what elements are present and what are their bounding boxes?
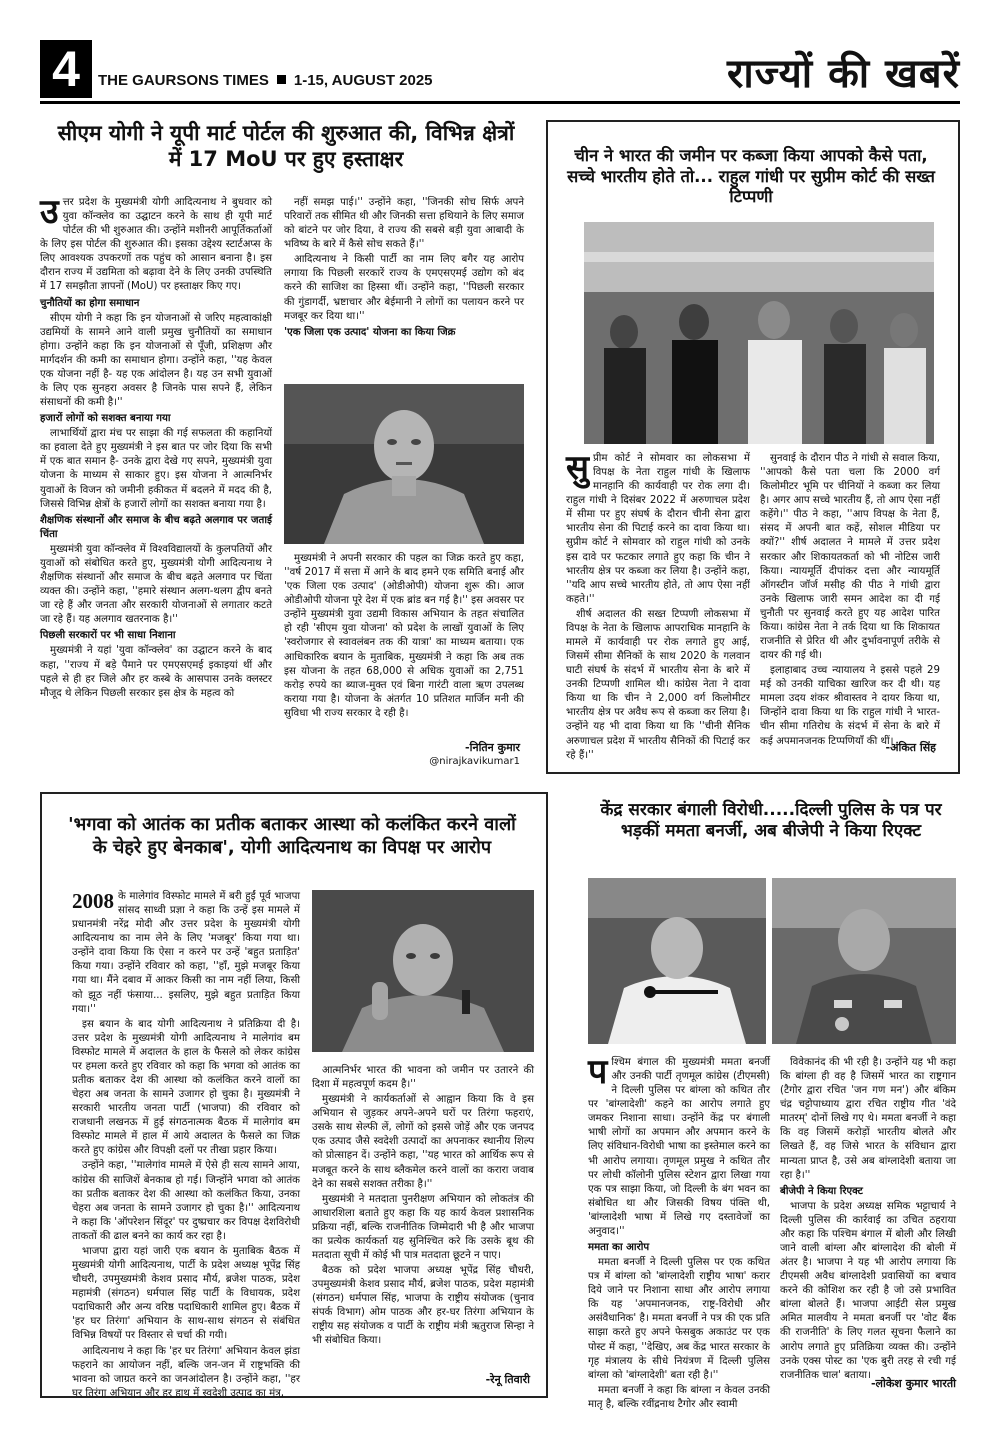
paragraph: शीर्ष अदालत की सख्त टिप्पणी लोकसभा में विपक्ष के नेता के खिलाफ आपराधिक मानहानि के मामले में कार्यवाही पर रोक लगाते हुए आई, जिसमें सीमा सैनिकों के साथ 2020 के गलवान घाटी संघर्ष के संदर्भ में भारतीय सेना के बारे में उनकी टिप्पणी शामिल थी। कांग्रेस नेता ने दावा किया था कि चीन ने 2,000 वर्ग किलोमीटर भारतीय क्षेत्र पर अवैध रूप से कब्जा कर लिया है। उन्होंने यह भी दावा किया था कि ''चीनी सैनिक अरुणाचल प्रदेश में भारतीय सैनिकों की पिटाई कर रहे हैं।'' bbox=[566, 608, 750, 761]
paragraph: इस बयान के बाद योगी आदित्यनाथ ने प्रतिक्रिया दी है। उत्तर प्रदेश के मुख्यमंत्री योगी आदित्यनाथ ने मालेगांव बम विस्फोट मामले में अदालत के हाल के फैसले को लेकर कांग्रेस पर हमला करते हुए रविवार को कहा कि भगवा को आतंक का प्रतीक बताकर देश की आस्था को कलंकित करने वालों का चेहरा अब जनता के सामने उजागर हो चुका है। मुख्यमंत्री ने सरकारी भारतीय जनता पार्टी (भाजपा) की रविवार को राजधानी लखनऊ में हुई संगठनात्मक बैठक में मालेगांव बम विस्फोट मामले में हाल में आये अदालत के फैसले का जिक्र करते हुए कांग्रेस और विपक्षी दलों पर तीखा प्रहार किया। bbox=[72, 1018, 300, 1157]
article3-col1-text bbox=[72, 890, 300, 1401]
paragraph: मुख्यमंत्री ने कार्यकर्ताओं से आह्वान किया कि वे इस अभियान से जुड़कर अपने-अपने घरों पर तिरंगा फहराएं, उसके साथ सेल्फी लें, लोगों को इससे जोड़ें और एक जनपद एक उत्पाद जैसे स्वदेशी उत्पादों का अपनाकर स्थानीय शिल्प को प्रोत्साहन दें। उन्होंने कहा, ''यह भारत को आर्थिक रूप से मजबूत करने के साथ ब्लैकमेल करने वालों का करारा जवाब देने का सबसे सशक्त तरीका है।'' bbox=[312, 1094, 534, 1190]
paragraph: मुख्यमंत्री ने मतदाता पुनरीक्षण अभियान को लोकतंत्र की आधारशिला बताते हुए कहा कि यह कार्य केवल प्रशासनिक प्रक्रिया नहीं, बल्कि राजनीतिक जिम्मेदारी भी है और भाजपा का प्रत्येक कार्यकर्ता यह सुनिश्चित करे कि उसके बूथ की मतदाता सूची में कोई भी पात्र मतदाता छूटने न पाए। bbox=[312, 1193, 534, 1262]
paragraph: आदित्यनाथ ने कहा कि 'हर घर तिरंगा' अभियान केवल झंडा फहराने का आयोजन नहीं, बल्कि जन-जन में राष्ट्रभक्ति की भावना को जाग्रत करने का जनआंदोलन है। उन्होंने कहा, ''हर घर तिरंगा अभियान और हर हाथ में स्वदेशी उत्पाद का मंत्र, bbox=[72, 1345, 300, 1399]
paragraph: मुख्यमंत्री युवा कॉन्क्लेव में विश्वविद्यालयों के कुलपतियों और युवाओं को संबोधित करते हुए, मुख्यमंत्री योगी आदित्यनाथ ने शैक्षणिक संस्थानों और समाज के बीच बढ़ते अलगाव पर चिंता व्यक्त की। उन्होंने कहा, ''हमारे संस्थान अलग-थलग द्वीप बनते जा रहे हैं और जनता और सरकारी योजनाओं से लगातार कटते जा रहे हैं। यह अलगाव खतरनाक है।'' bbox=[40, 543, 272, 626]
article2-byline: -अंकित सिंह bbox=[885, 741, 936, 754]
publication-name: THE GAURSONS TIMES bbox=[98, 72, 269, 89]
paragraph: मुख्यमंत्री ने अपनी सरकार की पहल का जिक्र करते हुए कहा, ''वर्ष 2017 में सत्ता में आने के बाद हमने एक समिति बनाई और 'एक जिला एक उत्पाद' (ओडीओपी) योजना शुरू की। आज ओडीओपी योजना पूरे देश में एक ब्रांड बन गई है।'' इस अवसर पर उन्होंने मुख्यमंत्री युवा उद्यमी विकास अभियान के तहत संचालित हो रही 'सीएम युवा योजना' को प्रदेश के लाखों युवाओं के लिए 'स्वरोजगार से स्वावलंबन तक की यात्रा' का माध्यम बताया। एक आधिकारिक बयान के मुताबिक, मुख्यमंत्री ने कहा कि अब तक इस योजना के तहत 68,000 से अधिक युवाओं का 2,751 करोड़ रुपये का ब्याज-मुक्त एवं बिना गारंटी वाला ऋण उपलब्ध कराया गया है। योजना के अंतर्गत 10 प्रतिशत मार्जिन मनी की सुविधा भी राज्य सरकार दे रही है। bbox=[284, 553, 524, 719]
article4-dropcap: प bbox=[588, 1054, 608, 1091]
article3-photo-yogi bbox=[312, 890, 534, 1052]
article4-col1 bbox=[588, 1054, 770, 1410]
article3-byline: -रेनू तिवारी bbox=[485, 1373, 530, 1386]
paragraph: ममता बनर्जी ने कहा कि बांग्ला न केवल उनकी मातृ है, बल्कि रवींद्रनाथ टैगोर और स्वामी bbox=[588, 1384, 770, 1410]
article2-col2-text bbox=[760, 452, 940, 749]
paragraph: बैठक को प्रदेश भाजपा अध्यक्ष भूपेंद्र सिंह चौधरी, उपमुख्यमंत्री केशव प्रसाद मौर्य, ब्रजेश पाठक, प्रदेश महामंत्री (संगठन) धर्मपाल सिंह, भाजपा के राष्ट्रीय संयोजक (चुनाव संपर्क विभाग) ओम पाठक और हर-घर तिरंगा अभियान के राष्ट्रीय सह संयोजक व पार्टी के राष्ट्रीय मंत्री ऋतुराज सिन्हा ने भी संबोधित किया। bbox=[312, 1265, 534, 1347]
paragraph: आत्मनिर्भर भारत की भावना को जमीन पर उतारने की दिशा में महत्वपूर्ण कदम है।'' bbox=[312, 1065, 534, 1091]
article1-social-handle: @nirajkavikumar1 bbox=[429, 756, 520, 767]
article2-col2 bbox=[760, 452, 940, 747]
header-rule bbox=[40, 101, 960, 104]
paragraph: प्रीम कोर्ट ने सोमवार का लोकसभा में विपक्ष के नेता राहुल गांधी के खिलाफ मानहानि की कार्यवाही पर रोक लगा दी। राहुल गांधी ने दिसंबर 2022 में अरुणाचल प्रदेश में सीमा पर हुए संघर्ष के दौरान चीनी सेना द्वारा भारतीय सेना की पिटाई करने का दावा किया था। सुप्रीम कोर्ट ने सोमवार को राहुल गांधी को उनके इस दावे पर फटकार लगाते हुए कहा कि चीन ने भारतीय क्षेत्र पर कब्जा कर लिया है। उन्होंने कहा, ''यदि आप सच्चे भारतीय होते, तो आप ऐसा नहीं कहते।'' bbox=[566, 453, 750, 605]
article1-dropcap: उ bbox=[40, 194, 59, 231]
paragraph: आदित्यनाथ ने किसी पार्टी का नाम लिए बगैर यह आरोप लगाया कि पिछली सरकारें राज्य के एमएसएमई उद्योग को बंद करने की साजिश का हिस्सा थीं। उन्होंने कहा, ''पिछली सरकार की गुंडागर्दी, भ्रष्टाचार और बेईमानी ने लोगों का पलायन करने पर मजबूर कर दिया था।'' bbox=[284, 254, 524, 322]
paragraph: के मालेगांव विस्फोट मामले में बरी हुईं पूर्व भाजपा सांसद साध्वी प्रज्ञा ने कहा कि उन्हें इस मामले में प्रधानमंत्री नरेंद्र मोदी और उत्तर प्रदेश के मुख्यमंत्री योगी आदित्यनाथ का नाम लेने के लिए 'मजबूर' किया गया था। उन्होंने दावा किया कि ऐसा न करने पर उन्हें 'बहुत प्रताड़ित' किया गया। उन्होंने रविवार को कहा, ''हाँ, मुझे मजबूर किया गया था। मैंने दबाव में आकर किसी का नाम नहीं लिया, किसी को झूठ नहीं फंसाया... इसलिए, मुझे बहुत प्रताड़ित किया गया।'' bbox=[72, 891, 300, 1015]
article2-col1-text bbox=[566, 452, 750, 763]
article4-headline: केंद्र सरकार बंगाली विरोधी.....दिल्ली पुलिस के पत्र पर भड़कीं ममता बनर्जी, अब बीजेपी ने किया रिएक्ट bbox=[600, 800, 942, 842]
article1-col2-bottom bbox=[284, 552, 524, 740]
article2-dropcap: सु bbox=[566, 450, 589, 487]
article1-col1-text bbox=[40, 196, 272, 701]
article4-photo-police-officer bbox=[772, 878, 956, 1044]
article1-photo-yogi bbox=[284, 384, 524, 544]
paragraph: उन्होंने कहा, ''मालेगांव मामले में ऐसे ही सत्य सामने आया, कांग्रेस की साजिशें बेनकाब हो गई। जिन्होंने भगवा को आतंक का प्रतीक बताकर देश की आस्था को कलंकित किया, उनका चेहरा अब जनता के सामने उजागर हो चुका है।'' आदित्यनाथ ने कहा कि 'ऑपरेशन सिंदूर' पर दुष्प्रचार कर विपक्ष देशविरोधी ताकतों की ढाल बनने का कार्य कर रहा है। bbox=[72, 1160, 300, 1242]
separator-square-icon bbox=[277, 75, 286, 84]
article4-col1-text bbox=[588, 1056, 770, 1412]
page-number: 4 bbox=[40, 40, 92, 98]
subheading: 'एक जिला एक उत्पाद' योजना का किया जिक्र bbox=[284, 326, 456, 338]
paragraph: सुनवाई के दौरान पीठ ने गांधी से सवाल किया, ''आपको कैसे पता चला कि 2000 वर्ग किलोमीटर भूमि पर चीनियों ने कब्जा कर लिया है। अगर आप सच्चे भारतीय हैं, तो आप ऐसा नहीं कहेंगे।'' पीठ ने कहा, ''आप विपक्ष के नेता हैं, संसद में अपनी बात कहें, सोशल मीडिया पर क्यों?'' शीर्ष अदालत ने मामले में उत्तर प्रदेश सरकार और शिकायतकर्ता को भी नोटिस जारी किया। न्यायमूर्ति दीपांकर दत्ता और न्यायमूर्ति ऑगस्टीन जॉर्ज मसीह की पीठ ने गांधी द्वारा उनके खिलाफ जारी समन आदेश का दी गई चुनौती पर सुनवाई करते हुए यह आदेश पारित किया। कांग्रेस नेता ने तर्क दिया था कि शिकायत राजनीति से प्रेरित थी और दुर्भावनापूर्ण तरीके से दायर की गई थी। bbox=[760, 453, 940, 662]
paragraph: नहीं समझ पाई।'' उन्होंने कहा, ''जिनकी सोच सिर्फ अपने परिवारों तक सीमित थी और जिनकी सत्ता हथियाने के लिए समाज को बांटने पर जोर दिया, वे राज्य की सबसे बड़ी युवा आबादी के भविष्य के बारे में कैसे सोच सकते हैं।'' bbox=[284, 197, 524, 251]
subheading: ममता का आरोप bbox=[588, 1242, 650, 1254]
issue-date: 1-15, AUGUST 2025 bbox=[293, 72, 433, 89]
article3-col2-text bbox=[312, 1064, 534, 1349]
article3-col1 bbox=[72, 889, 300, 1399]
paragraph: श्चिम बंगाल की मुख्यमंत्री ममता बनर्जी और उनकी पार्टी तृणमूल कांग्रेस (टीएमसी) ने दिल्ली पुलिस पर बांग्ला को कथित तौर पर 'बांग्लादेशी' कहने का आरोप लगाते हुए जमकर निशाना साधा। उन्होंने केंद्र पर बंगाली भाषी लोगों का अपमान और अपमान करने के लिए संविधान-विरोधी भाषा का इस्तेमाल करने का भी आरोप लगाया। तृणमूल प्रमुख ने कथित तौर पर लोधी कॉलोनी पुलिस स्टेशन द्वारा लिखा गया एक पत्र साझा किया, जो दिल्ली के बंग भवन का संबोधित था और जिसकी विषय पंक्ति थी, 'बांग्लादेशी भाषा में लिखे गए दस्तावेजों का अनुवाद।'' bbox=[588, 1057, 770, 1237]
article3-headline: 'भगवा को आतंक का प्रतीक बताकर आस्था को कलंकित करने वालों के चेहरे हुए बेनकाब', योगी आदित्यनाथ का विपक्ष पर आरोप bbox=[68, 814, 516, 858]
article3-col2 bbox=[312, 1064, 534, 1366]
section-title: राज्यों की खबरें bbox=[726, 51, 960, 97]
article4-col2-text bbox=[780, 1056, 956, 1383]
article4-byline: -लोकेश कुमार भारती bbox=[870, 1377, 956, 1390]
paragraph: लाभार्थियों द्वारा मंच पर साझा की गई सफलता की कहानियों का हवाला देते हुए मुख्यमंत्री ने इस बात पर जोर दिया कि सभी में एक बात समान है- उनके द्वारा देखे गए सपने, मुख्यमंत्री युवा योजना के माध्यम से साकार हुए। इस योजना ने आत्मनिर्भर युवाओं के विजन को जमीनी हकीकत में बदलने में मदद की है, जिससे विभिन्न क्षेत्रों के हजारों लोगों का सशक्त बनाया गया है। bbox=[40, 428, 272, 510]
article2-photo-rahul bbox=[584, 222, 934, 444]
paragraph: इलाहाबाद उच्च न्यायालय ने इससे पहले 29 मई को उनकी याचिका खारिज कर दी थी। यह मामला उदय शंकर श्रीवास्तव ने दायर किया था, जिन्होंने दावा किया था कि राहुल गांधी ने भारत-चीन सीमा गतिरोध के संदर्भ में सेना के बारे में कई अपमानजनक टिप्पणियाँ की थीं। bbox=[760, 665, 940, 747]
article2-headline: चीन ने भारत की जमीन पर कब्जा किया आपको कैसे पता, सच्चे भारतीय होते तो... राहुल गांधी पर सुप्रीम कोर्ट की सख्त टिप्पणी bbox=[567, 146, 935, 207]
article1-byline: -नितिन कुमार bbox=[465, 741, 520, 754]
paragraph: ममता बनर्जी ने दिल्ली पुलिस पर एक कथित पत्र में बांग्ला को 'बांग्लादेशी राष्ट्रीय भाषा' करार दिये जाने पर निशाना साधा और आरोप लगाया कि यह 'अपमानजनक, राष्ट्र-विरोधी और असंवैधानिक' है। ममता बनर्जी ने पत्र की एक प्रति साझा करते हुए अपने फेसबुक अकाउंट पर एक पोस्ट में कहा, ''देखिए, अब केंद्र भारत सरकार के गृह मंत्रालय के सीधे नियंत्रण में दिल्ली पुलिस बांग्ला को 'बांग्लादेशी' बता रही है।'' bbox=[588, 1257, 770, 1381]
article4-col2 bbox=[780, 1056, 956, 1381]
paragraph: भाजपा के प्रदेश अध्यक्ष समिक भट्टाचार्य ने दिल्ली पुलिस की कार्रवाई का उचित ठहराया और कहा कि पश्चिम बंगाल में बोली और लिखी जाने वाली बांग्ला और बांग्लादेश की बोली में अंतर है। भाजपा ने यह भी आरोप लगाया कि टीएमसी अवैध बांग्लादेशी प्रवासियों का बचाव करने की कोशिश कर रही है जो उसे प्रभावित बांग्ला बोलते हैं। भाजपा आईटी सेल प्रमुख अमित मालवीय ने ममता बनर्जी पर 'वोट बैंक की राजनीति' के लिए गलत सूचना फैलाने का आरोप लगाते हुए प्रतिक्रिया व्यक्त की। उन्होंने उनके एक्स पोस्ट का 'एक बुरी तरह से रची गई राजनीतिक चाल' बताया। bbox=[780, 1200, 956, 1381]
article1-headline: सीएम योगी ने यूपी मार्ट पोर्टल की शुरुआत की, विभिन्न क्षेत्रों में 17 MoU पर हुए हस्ताक्षर bbox=[57, 121, 515, 172]
paragraph: मुख्यमंत्री ने यहां 'युवा कॉन्क्लेव' का उद्घाटन करने के बाद कहा, ''राज्य में बड़े पैमाने पर एमएसएमई इकाइयां थीं और पहले से ही हर जिले और हर कस्बे के आसपास उनके क्लस्टर मौजूद थे लेकिन पिछली सरकार इस क्षेत्र के महत्व को bbox=[40, 645, 272, 699]
article1-col1 bbox=[40, 196, 272, 772]
subheading: बीजेपी ने किया रिएक्ट bbox=[780, 1185, 863, 1197]
subheading: चुनौतियों का होगा समाधान bbox=[40, 297, 140, 309]
paragraph: त्तर प्रदेश के मुख्यमंत्री योगी आदित्यनाथ ने बुधवार को युवा कॉन्क्लेव का उद्घाटन करने के साथ ही यूपी मार्ट पोर्टल की भी शुरुआत की। उन्होंने मशीनरी आपूर्तिकर्ताओं के लिए इस पोर्टल की शुरुआत की। इसका उद्देश्य स्टार्टअप्स के लिए आवश्यक उपकरणों तक पहुंच को आसान बनाना है। इस दौरान राज्य में उद्यमिता को बढ़ावा देने के लिए उनकी उपस्थिति में 17 समझौता ज्ञापनों (MoU) पर हस्ताक्षर किए गए। bbox=[40, 197, 272, 293]
article1-col2-top bbox=[284, 196, 524, 378]
paragraph: सीएम योगी ने कहा कि इन योजनाओं से जरिए महत्वाकांक्षी उद्यमियों के सामने आने वाली प्रमुख चुनौतियों का समाधान होगा। उन्होंने कहा कि इन योजनाओं से पूँजी, प्रशिक्षण और मार्गदर्शन की कमी का समाधान होगा। उन्होंने कहा, ''यह केवल एक योजना नहीं है- यह एक आंदोलन है। यह उन सभी युवाओं के लिए एक सुनहरा अवसर है जिनके पास सपने हैं, लेकिन संसाधनों की कमी है।'' bbox=[40, 312, 272, 409]
article3-dropyear: 2008 bbox=[72, 889, 114, 913]
subheading: पिछली सरकारों पर भी साधा निशाना bbox=[40, 630, 176, 642]
article4-photo-mamata bbox=[588, 878, 766, 1044]
article1-col2-bottom-text bbox=[284, 552, 524, 721]
masthead bbox=[98, 72, 433, 89]
subheading: शैक्षणिक संस्थानों और समाज के बीच बढ़ते अलगाव पर जताई चिंता bbox=[40, 514, 272, 540]
article1-col2-top-text bbox=[284, 196, 524, 340]
article2-col1 bbox=[566, 450, 750, 761]
subheading: हजारों लोगों को सशक्त बनाया गया bbox=[40, 413, 171, 425]
paragraph: विवेकानंद की भी रही है। उन्होंने यह भी कहा कि बांग्ला ही वह है जिसमें भारत का राष्ट्रगान (टैगोर द्वारा रचित 'जन गण मन') और बंकिम चंद्र चट्टोपाध्याय द्वारा रचित राष्ट्रीय गीत 'वंदे मातरम्' दोनों लिखे गए थे। ममता बनर्जी ने कहा कि वह जिसमें करोड़ों भारतीय बोलते और लिखते हैं, वह जिसे भारत के संविधान द्वारा मान्यता प्राप्त है, उसे अब बांग्लादेशी बताया जा रहा है।'' bbox=[780, 1057, 956, 1181]
paragraph: भाजपा द्वारा यहां जारी एक बयान के मुताबिक बैठक में मुख्यमंत्री योगी आदित्यनाथ, पार्टी के प्रदेश अध्यक्ष भूपेंद्र सिंह चौधरी, उपमुख्यमंत्री केशव प्रसाद मौर्य, ब्रजेश पाठक, प्रदेश महामंत्री (संगठन) धर्मपाल सिंह पार्टी के विधायक, प्रदेश पदाधिकारी और अन्य वरिष्ठ पदाधिकारी शामिल हुए। बैठक में 'हर घर तिरंगा' अभियान के साथ-साथ संगठन से संबंधित विभिन्न विषयों पर विस्तार से चर्चा की गयी। bbox=[72, 1245, 300, 1342]
